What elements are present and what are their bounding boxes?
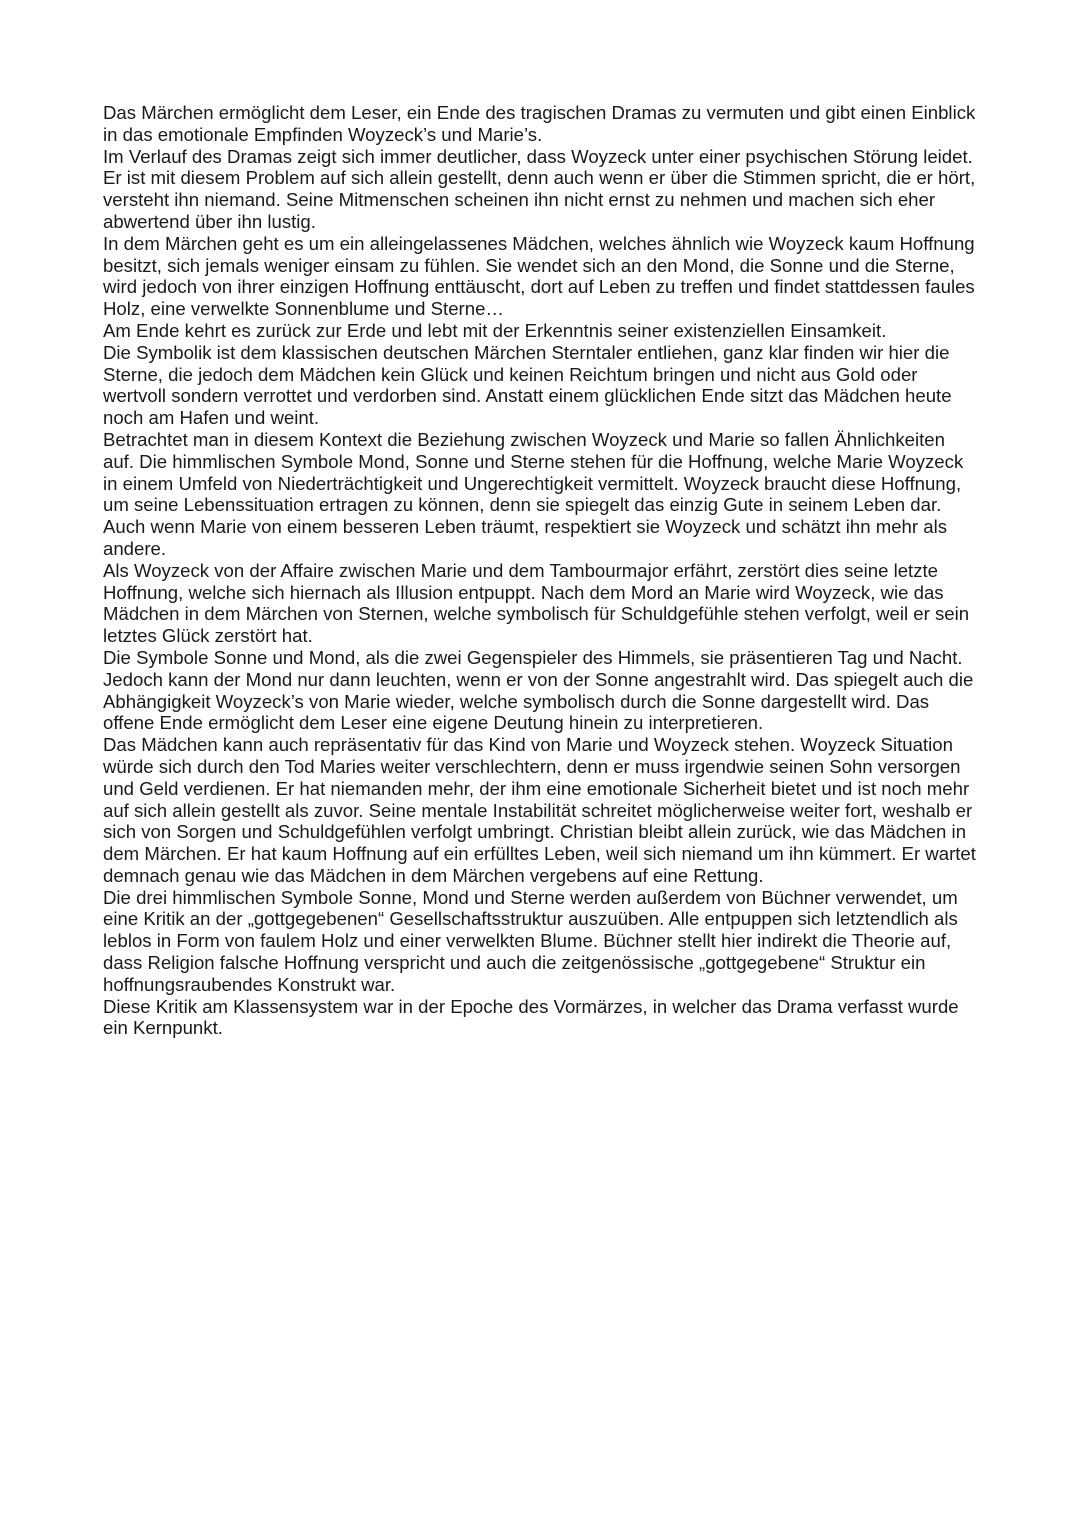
paragraph-fairy-tale-summary: In dem Märchen geht es um ein alleingelassenes Mädchen, welches ähnlich wie Woyzeck kaum Hoffnung besitzt, sich jemals weniger einsam zu fühlen. Sie wendet sich an den Mond, die Sonne und die Sterne, wird jedoch von ihrer einzigen Hoffnung enttäuscht, dort auf Leben zu treffen und findet stattdessen faules Holz, eine verwelkte Sonnenblume und Sterne…: [103, 232, 975, 320]
essay-text: [103, 102, 981, 1039]
paragraph-child: Das Mädchen kann auch repräsentativ für das Kind von Marie und Woyzeck stehen. Woyzeck Situation würde sich durch den Tod Maries weiter verschlechtern, denn er muss irgendwie seinen Sohn versorgen und Geld verdienen. Er hat niemanden mehr, der ihm eine emotionale Sicherheit bietet und ist noch mehr auf sich allein gestellt als zuvor. Seine mentale Instabilität schreitet möglicherweise weiter fort, weshalb er sich von Sorgen und Schuldgefühlen verfolgt umbringt. Christian bleibt allein zurück, wie das Mädchen in dem Märchen. Er hat kaum Hoffnung auf ein erfülltes Leben, weil sich niemand um ihn kümmert. Er wartet demnach genau wie das Mädchen in dem Märchen vergebens auf eine Rettung.: [103, 734, 976, 886]
paragraph-social-critique: Die drei himmlischen Symbole Sonne, Mond und Sterne werden außerdem von Büchner verwendet, um eine Kritik an der „gottgegebenen“ Gesellschaftsstruktur auszuüben. Alle entpuppen sich letztendlich als leblos in Form von faulem Holz und einer verwelkten Blume. Büchner stellt hier indirekt die Theorie auf, dass Religion falsche Hoffnung verspricht und auch die zeitgenössische „gottgegebene“ Struktur ein hoffnungsraubendes Konstrukt war.: [103, 886, 958, 995]
paragraph-conclusion: Diese Kritik am Klassensystem war in der Epoche des Vormärzes, in welcher das Drama verfasst wurde ein Kernpunkt.: [103, 995, 959, 1039]
paragraph-woyzeck-marie-relationship: Betrachtet man in diesem Kontext die Beziehung zwischen Woyzeck und Marie so fallen Ähnlichkeiten auf. Die himmlischen Symbole Mond, Sonne und Sterne stehen für die Hoffnung, welche Marie Woyzeck in einem Umfeld von Niederträchtigkeit und Ungerechtigkeit vermittelt. Woyzeck braucht diese Hoffnung, um seine Lebenssituation ertragen zu können, denn sie spiegelt das einzig Gute in seinem Leben dar. Auch wenn Marie von einem besseren Leben träumt, respektiert sie Woyzeck und schätzt ihn mehr als andere.: [103, 428, 964, 559]
paragraph-affair: Als Woyzeck von der Affaire zwischen Marie und dem Tambourmajor erfährt, zerstört dies seine letzte Hoffnung, welche sich hiernach als Illusion entpuppt. Nach dem Mord an Marie wird Woyzeck, wie das Mädchen in dem Märchen von Sternen, welche symbolisch für Schuldgefühle stehen verfolgt, weil er sein letztes Glück zerstört hat.: [103, 559, 970, 647]
paragraph-ending: Am Ende kehrt es zurück zur Erde und lebt mit der Erkenntnis seiner existenziellen Einsamkeit.: [103, 319, 887, 341]
paragraph-sun-moon: Die Symbole Sonne und Mond, als die zwei Gegenspieler des Himmels, sie präsentieren Tag und Nacht. Jedoch kann der Mond nur dann leuchten, wenn er von der Sonne angestrahlt wird. Das spiegelt auch die Abhängigkeit Woyzeck’s von Marie wieder, welche symbolisch durch die Sonne dargestellt wird. Das offene Ende ermöglicht dem Leser eine eigene Deutung hinein zu interpretieren.: [103, 646, 974, 734]
paragraph-intro: Das Märchen ermöglicht dem Leser, ein Ende des tragischen Dramas zu vermuten und gibt einen Einblick in das emotionale Empfinden Woyzeck’s und Marie’s.: [103, 102, 976, 145]
paragraph-psychological-disorder: Im Verlauf des Dramas zeigt sich immer deutlicher, dass Woyzeck unter einer psychischen Störung leidet. Er ist mit diesem Problem auf sich allein gestellt, denn auch wenn er über die Stimmen spricht, die er hört, versteht ihn niemand. Seine Mitmenschen scheinen ihn nicht ernst zu nehmen und machen sich eher abwertend über ihn lustig.: [103, 145, 976, 232]
paragraph-symbolism: Die Symbolik ist dem klassischen deutschen Märchen Sterntaler entliehen, ganz klar finden wir hier die Sterne, die jedoch dem Mädchen kein Glück und keinen Reichtum bringen und nicht aus Gold oder wertvoll sondern verrottet und verdorben sind. Anstatt einem glücklichen Ende sitzt das Mädchen heute noch am Hafen und weint.: [103, 341, 952, 429]
